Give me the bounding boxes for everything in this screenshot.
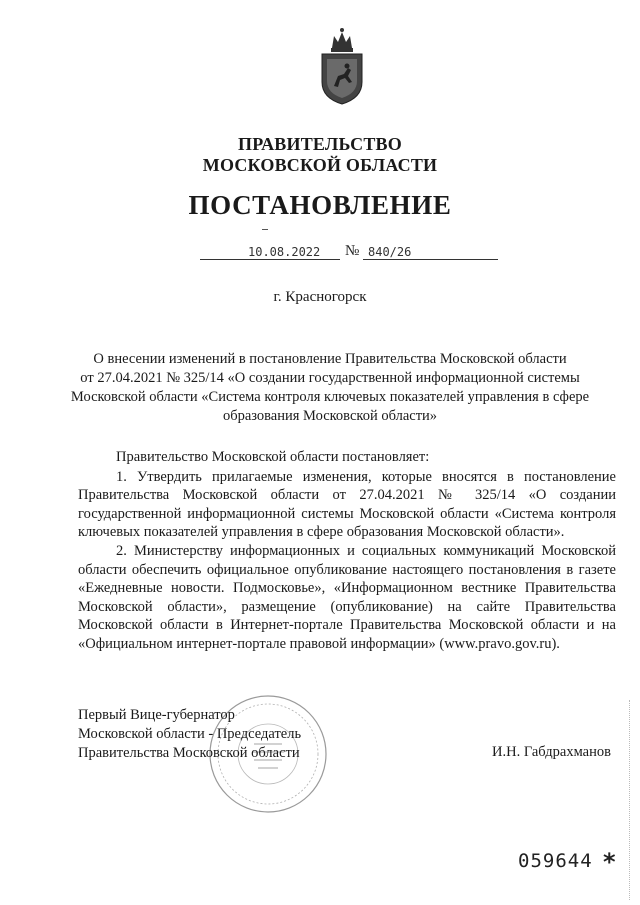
document-number: 840/26 — [368, 245, 412, 259]
resolution-intro: Правительство Московской области постановляет: — [116, 449, 430, 465]
signatory-position — [78, 706, 301, 763]
subject-line: образования Московской области» — [222, 408, 438, 424]
document-body — [78, 448, 616, 654]
organization-region: МОСКОВСКОЙ ОБЛАСТИ — [202, 155, 438, 175]
number-underline — [363, 259, 498, 260]
scan-edge — [629, 700, 631, 900]
resolution-item-2: 2. Министерству информационных и социальных коммуникаций Московской области обеспечить официальное опубликование настоящего постановления в газете «Ежедневные новости. Подмосковье», «Информационном вестнике Правительства Московской области», размещение (опубликование) на сайте Правительства Московской области в Интернет-портале Правительства Московской области и на «Официальном интернет-портале правовой информации» (www.pravo.gov.ru). — [78, 542, 616, 652]
date-underline — [200, 259, 340, 260]
position-line: Первый Вице-губернатор — [78, 707, 235, 723]
document-type-title: ПОСТАНОВЛЕНИЕ — [188, 190, 452, 220]
signatory-name: И.Н. Габдрахманов — [492, 744, 611, 760]
organization-name: ПРАВИТЕЛЬСТВО — [238, 134, 402, 154]
registration-line — [200, 243, 500, 263]
subject-line: от 27.04.2021 № 325/14 «О создании государственной информационной системы — [80, 370, 580, 386]
subject-line: О внесении изменений в постановление Правительства Московской области — [93, 351, 567, 367]
subject-line: Московской области «Система контроля ключевых показателей управления в сфере — [70, 389, 590, 405]
position-line: Правительства Московской области — [78, 745, 300, 761]
number-sign: № — [345, 243, 360, 259]
mark-tick — [262, 229, 268, 230]
document-date: 10.08.2022 — [248, 245, 321, 259]
form-serial-number: 059644 — [518, 850, 593, 872]
position-line: Московской области - Председатель — [78, 726, 302, 742]
serial-asterisk: * — [603, 848, 616, 876]
document-subject — [40, 350, 620, 426]
resolution-item-1: 1. Утвердить прилагаемые изменения, которые вносятся в постановление Правительства Московской области от 27.04.2021 № 325/14 «О создании государственной информационной системы Московской области «Система контроля ключевых показателей управления в сфере образования Московской области». — [78, 468, 616, 541]
issue-city: г. Красногорск — [273, 289, 367, 305]
coat-of-arms-icon — [318, 26, 366, 106]
